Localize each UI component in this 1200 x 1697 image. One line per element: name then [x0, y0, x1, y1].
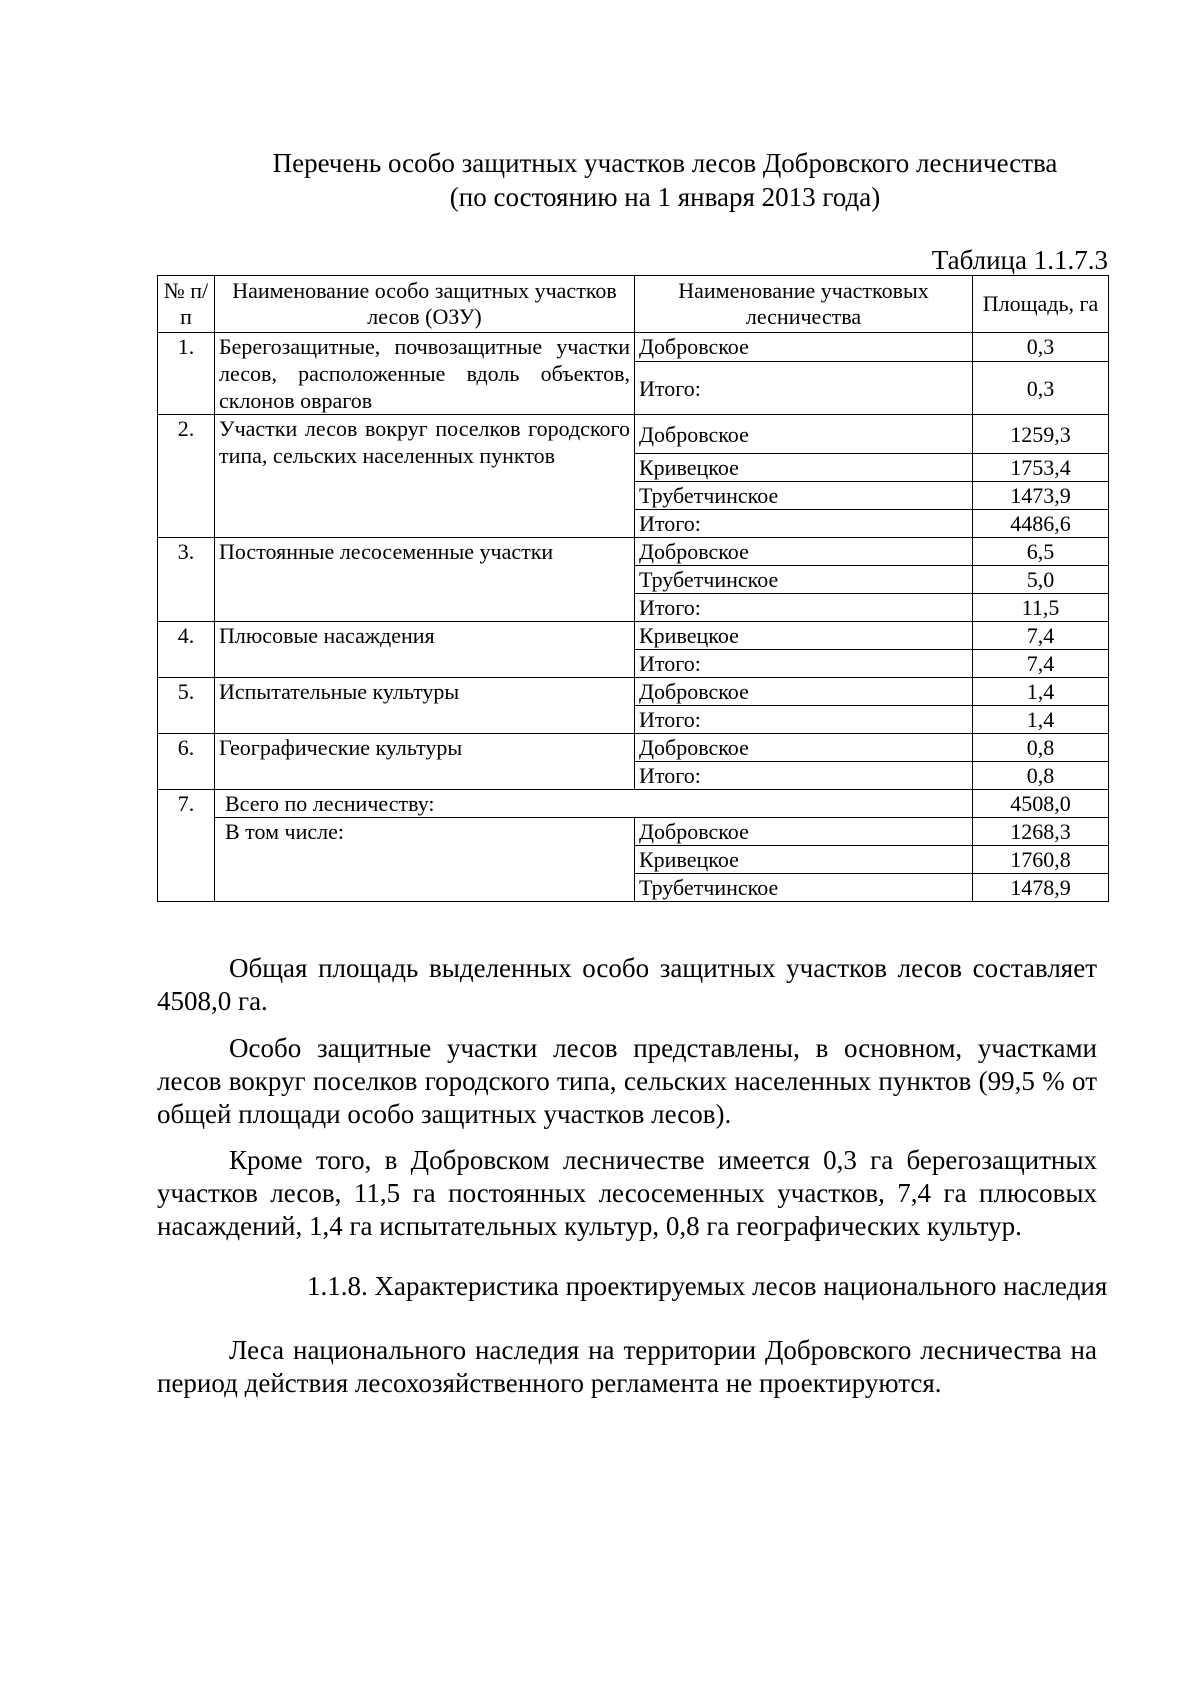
row-name: Берегозащитные, почвозащитные участки лесов, расположенные вдоль объектов, склонов оврагов: [215, 333, 635, 415]
row-name: Постоянные лесосеменные участки: [215, 538, 635, 622]
row-forestry: Итого:: [635, 650, 973, 678]
row-name: Плюсовые насаждения: [215, 622, 635, 678]
row-name: Испытательные культуры: [215, 678, 635, 734]
row-area: 0,3: [973, 362, 1109, 415]
row-area: 1478,9: [973, 874, 1109, 902]
row-area: 4486,6: [973, 510, 1109, 538]
paragraph-main-share: [157, 1032, 1097, 1131]
row-forestry: Добровское: [635, 818, 973, 846]
row-area: 1268,3: [973, 818, 1109, 846]
table-row: [158, 622, 1109, 650]
section-heading: 1.1.8. Характеристика проектируемых лесов национального наследия: [307, 1271, 1108, 1301]
table-row: [158, 333, 1109, 362]
row-area: 7,4: [973, 622, 1109, 650]
row-num: 2.: [158, 415, 215, 538]
header-num: № п/п: [158, 276, 215, 333]
row-forestry: Итого:: [635, 362, 973, 415]
row-area: 5,0: [973, 566, 1109, 594]
document-title: [230, 146, 1100, 214]
header-area: Площадь, га: [973, 276, 1109, 333]
row-area: 0,8: [973, 734, 1109, 762]
table-row: [158, 415, 1109, 454]
row-num: 1.: [158, 333, 215, 415]
table-row: [158, 818, 1109, 846]
title-line-1: Перечень особо защитных участков лесов Добровского лесничества: [272, 148, 1058, 178]
row-area: 1,4: [973, 678, 1109, 706]
row-area: 7,4: [973, 650, 1109, 678]
ozu-table: [157, 275, 1109, 902]
header-name: Наименование особо защитных участков лесов (ОЗУ): [215, 276, 635, 333]
row-forestry: Добровское: [635, 538, 973, 566]
row-area: 1760,8: [973, 846, 1109, 874]
row-forestry: Кривецкое: [635, 622, 973, 650]
row-forestry: Трубетчинское: [635, 566, 973, 594]
row-num: 4.: [158, 622, 215, 678]
row-forestry: Итого:: [635, 706, 973, 734]
row-forestry: Трубетчинское: [635, 482, 973, 510]
paragraph-national-heritage: [157, 1334, 1097, 1400]
row-num: 6.: [158, 734, 215, 790]
row-name: Участки лесов вокруг поселков городского типа, сельских населенных пунктов: [215, 415, 635, 538]
row-area: 1259,3: [973, 415, 1109, 454]
row-area: 1473,9: [973, 482, 1109, 510]
row-forestry: Итого:: [635, 594, 973, 622]
table-row: [158, 734, 1109, 762]
paragraph-details: [157, 1144, 1097, 1243]
row-forestry: Добровское: [635, 333, 973, 362]
row-forestry: Итого:: [635, 762, 973, 790]
row-forestry: Итого:: [635, 510, 973, 538]
row-forestry: Добровское: [635, 678, 973, 706]
row-forestry: Добровское: [635, 415, 973, 454]
row-forestry: Трубетчинское: [635, 874, 973, 902]
row-area: 0,3: [973, 333, 1109, 362]
paragraph-text: Особо защитные участки лесов представлены, в основном, участками лесов вокруг поселков городского типа, сельских населенных пунктов (99,5 % от общей площади особо защитных участков лесов).: [157, 1033, 1097, 1129]
row-forestry: Кривецкое: [635, 846, 973, 874]
total-area: 4508,0: [973, 790, 1109, 818]
table-row: [158, 678, 1109, 706]
row-area: 11,5: [973, 594, 1109, 622]
row-num: 5.: [158, 678, 215, 734]
table-header-row: [158, 276, 1109, 333]
table-row-total: [158, 790, 1109, 818]
row-name: Географические культуры: [215, 734, 635, 790]
row-forestry: Кривецкое: [635, 454, 973, 482]
total-sub-label: В том числе:: [215, 818, 635, 902]
row-area: 6,5: [973, 538, 1109, 566]
row-area: 1753,4: [973, 454, 1109, 482]
total-label: Всего по лесничеству:: [215, 790, 973, 818]
title-line-2: (по состоянию на 1 января 2013 года): [449, 182, 881, 212]
paragraph-text: Кроме того, в Добровском лесничестве имеется 0,3 га берегозащитных участков лесов, 11,5 га постоянных лесосеменных участков, 7,4 га плюсовых насаждений, 1,4 га испытательных культур, 0,8 га географических культур.: [157, 1145, 1097, 1241]
row-num: 7.: [158, 790, 215, 902]
row-area: 0,8: [973, 762, 1109, 790]
paragraph-text: Леса национального наследия на территории Добровского лесничества на период действия лесохозяйственного регламента не проектируются.: [157, 1335, 1097, 1398]
row-num: 3.: [158, 538, 215, 622]
row-area: 1,4: [973, 706, 1109, 734]
header-forestry: Наименование участковых лесничества: [635, 276, 973, 333]
paragraph-text: Общая площадь выделенных особо защитных участков лесов составляет 4508,0 га.: [157, 953, 1097, 1016]
row-forestry: Добровское: [635, 734, 973, 762]
paragraph-total-area: [157, 952, 1097, 1018]
table-label: Таблица 1.1.7.3: [931, 245, 1108, 275]
table-row: [158, 538, 1109, 566]
